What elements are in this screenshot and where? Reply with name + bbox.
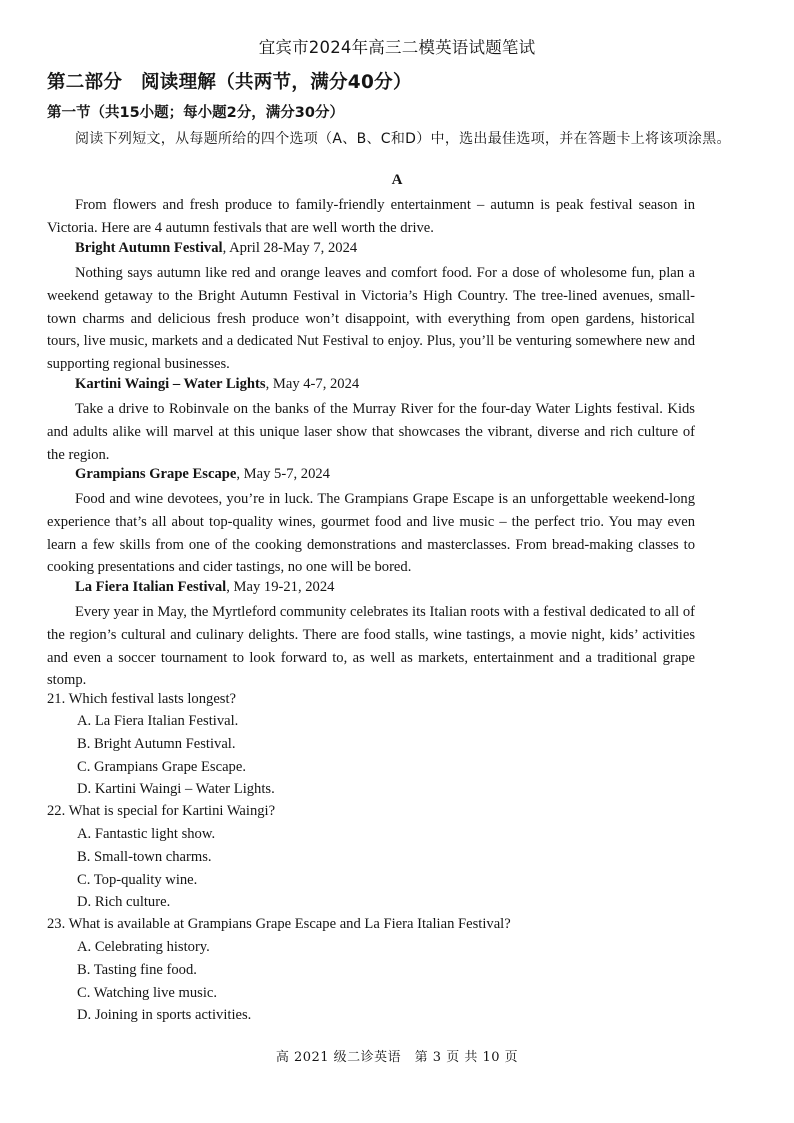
festival-description: Take a drive to Robinvale on the banks of the Murray River for the four-day Water Lights festival. Kids and adults alike will marvel at this unique laser show that showcases the vibrant, diverse and rich culture of the region.	[47, 401, 695, 463]
festival-heading	[75, 466, 330, 483]
question-option: C. Top-quality wine.	[77, 872, 198, 888]
question-option: A. Fantastic light show.	[77, 826, 216, 842]
festival-name: Bright Autumn Festival	[75, 240, 223, 256]
page-footer: 高 2021 级二诊英语 第 3 页 共 10 页	[275, 1050, 519, 1065]
question-option: A. Celebrating history.	[77, 939, 210, 955]
passage-label: A	[391, 172, 403, 188]
festival-dates: , May 4-7, 2024	[265, 376, 360, 392]
instructions: 阅读下列短文，从每题所给的四个选项（A、B、C和D）中，选出最佳选项，并在答题卡上将该项涂黑。	[75, 131, 731, 147]
question-stem: 23. What is available at Grampians Grape Escape and La Fiera Italian Festival?	[47, 916, 511, 932]
festival-name: Grampians Grape Escape	[75, 466, 237, 482]
festival-heading	[75, 376, 359, 393]
section-heading: 第二部分 阅读理解（共两节，满分40分）	[47, 72, 412, 93]
question-option: A. La Fiera Italian Festival.	[77, 713, 239, 729]
festival-name: Kartini Waingi – Water Lights	[75, 376, 266, 392]
festival-name: La Fiera Italian Festival	[75, 579, 227, 595]
question-option: D. Joining in sports activities.	[77, 1007, 252, 1023]
festival-heading	[75, 579, 334, 596]
question-option: C. Grampians Grape Escape.	[77, 759, 246, 775]
festival-description: Food and wine devotees, you’re in luck. The Grampians Grape Escape is an unforgettable weekend-long experience that’s all about top-quality wines, gourmet food and live music – the perfect trio. You may even learn a few skills from one of the cooking demonstrations and masterclasses. From bread-making classes to cooking presentations and cider tastings, no one will be bored.	[47, 491, 695, 576]
question-stem: 22. What is special for Kartini Waingi?	[47, 803, 276, 819]
question-stem: 21. Which festival lasts longest?	[47, 691, 237, 707]
festival-dates: , May 5-7, 2024	[236, 466, 330, 482]
festival-heading	[75, 240, 357, 257]
question-option: D. Kartini Waingi – Water Lights.	[77, 781, 275, 797]
page-title: 宜宾市2024年高三二模英语试题笔试	[258, 38, 536, 57]
passage-intro: From flowers and fresh produce to family-friendly entertainment – autumn is peak festival season in Victoria. Here are 4 autumn festivals that are well worth the drive.	[47, 197, 695, 236]
subsection-heading: 第一节（共15小题；每小题2分，满分30分）	[47, 105, 344, 121]
festival-dates: , April 28-May 7, 2024	[222, 240, 358, 256]
question-option: C. Watching live music.	[77, 985, 218, 1001]
festival-dates: , May 19-21, 2024	[226, 579, 335, 595]
question-option: B. Small-town charms.	[77, 849, 212, 865]
question-option: B. Bright Autumn Festival.	[77, 736, 236, 752]
question-option: D. Rich culture.	[77, 894, 171, 910]
festival-description: Nothing says autumn like red and orange leaves and comfort food. For a dose of wholesome fun, plan a weekend getaway to the Bright Autumn Festival in Victoria’s High Country. The tree-lined avenues, small-town charms and delicious fresh produce won’t disappoint, with everything from open gardens, historical tours, live music, markets and a dedicated Nut Festival to enjoy. Plus, you’ll be venturing somewhere new and supporting regional businesses.	[47, 265, 695, 373]
festival-description: Every year in May, the Myrtleford community celebrates its Italian roots with a festival dedicated to all of the region’s cultural and culinary delights. There are food stalls, wine tastings, a movie night, kids’ activities and even a soccer tournament to look forward to, as well as markets, entertainment and a traditional grape stomp.	[47, 604, 695, 689]
question-option: B. Tasting fine food.	[77, 962, 197, 978]
